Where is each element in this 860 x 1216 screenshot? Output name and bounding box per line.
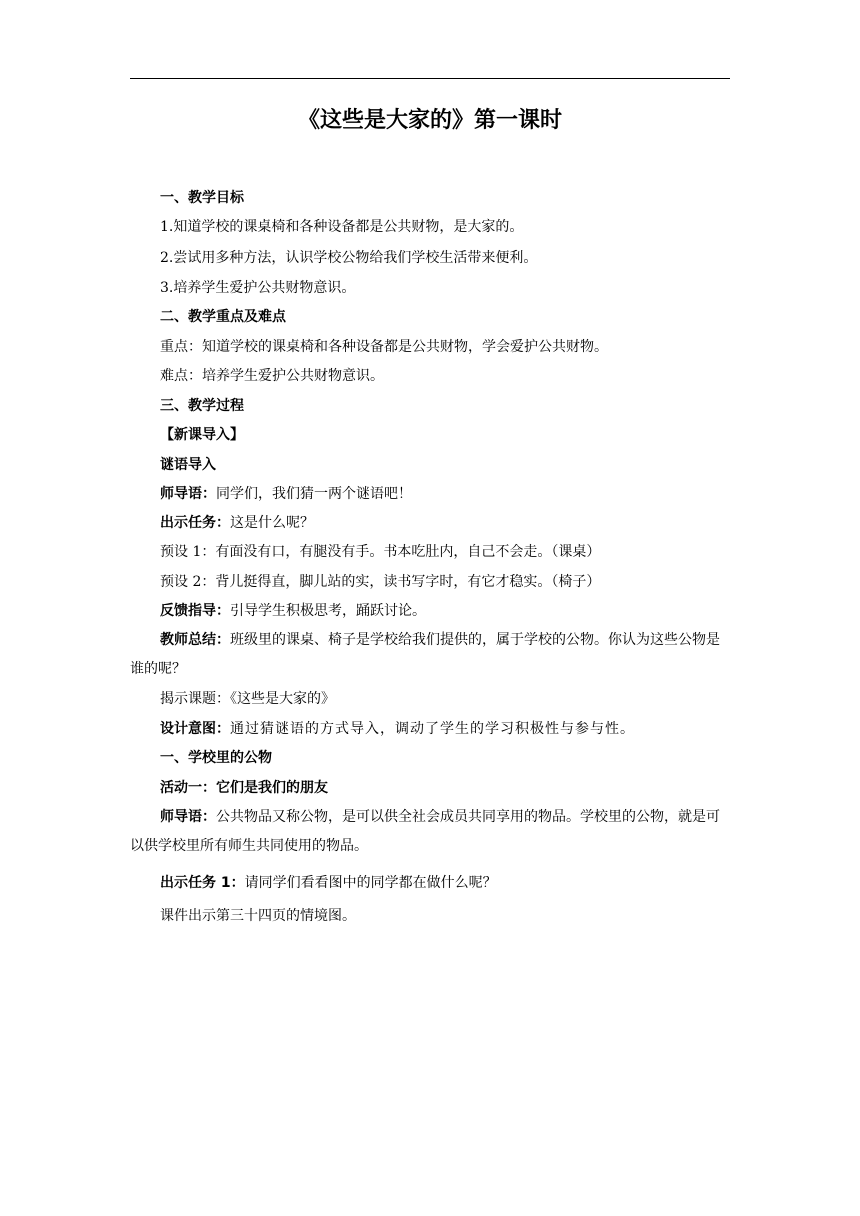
key-point-text: 重点：知道学校的课桌椅和各种设备都是公共财物，学会爱护公共财物。 [160, 339, 608, 355]
riddle-heading: 谜语导入 [160, 457, 216, 473]
task-text: 这是什么呢？ [230, 515, 314, 531]
section-heading-goals: 一、教学目标 [160, 190, 244, 206]
reveal-topic-line: 揭示课题：《这些是大家的》 [160, 691, 335, 707]
preset-2-text: 背儿挺得直，脚儿站的实，读书写字时，有它才稳实。（椅子） [215, 574, 601, 590]
design-intent-label: 设计意图： [160, 721, 230, 737]
feedback-text: 引导学生积极思考，踊跃讨论。 [230, 603, 426, 619]
difficult-point-text: 难点：培养学生爱护公共财物意识。 [160, 368, 384, 384]
goal-item-1: 1.知道学校的课桌椅和各种设备都是公共财物，是大家的。 [160, 219, 524, 235]
design-intent-text: 通过猜谜语的方式导入，调动了学生的学习积极性与参与性。 [230, 721, 635, 737]
preset-1-text: 有面没有口，有腿没有手。书本吃肚内，自己不会走。（课桌） [215, 544, 601, 560]
preset-1-label: 预设 1： [160, 544, 216, 560]
preset-2-line [160, 572, 600, 592]
preset-2-label: 预设 2： [160, 574, 216, 590]
teacher-guide-label: 师导语： [160, 809, 216, 825]
teacher-intro-line [160, 484, 412, 504]
teacher-guide-text: 公共物品又称公物，是可以供全社会成员共同享用的物品。学校里的公物，就是可以供学校里所有师生共同使用的物品。 [130, 809, 720, 854]
task-label: 出示任务： [160, 515, 230, 531]
section-heading-key-points: 二、教学重点及难点 [160, 309, 286, 325]
teacher-intro-label: 师导语： [160, 486, 216, 502]
preset-1-line [160, 542, 600, 562]
document-title: 《这些是大家的》第一课时 [297, 108, 562, 133]
teacher-intro-text: 同学们，我们猜一两个谜语吧！ [216, 486, 412, 502]
design-intent-line [160, 719, 635, 739]
teacher-summary-paragraph [130, 626, 730, 684]
task-1-line [160, 873, 497, 893]
goal-item-2: 2.尝试用多种方法，认识学校公物给我们学校生活带来便利。 [160, 250, 538, 266]
part-1-heading: 一、学校里的公物 [160, 750, 272, 766]
feedback-label: 反馈指导： [160, 603, 230, 619]
new-lesson-heading: 【新课导入】 [160, 427, 244, 443]
header-rule [130, 78, 730, 79]
activity-1-heading: 活动一：它们是我们的朋友 [160, 780, 328, 796]
task-line [160, 513, 314, 533]
task-1-text: 请同学们看看图中的同学都在做什么呢？ [244, 875, 497, 891]
feedback-line [160, 601, 426, 621]
section-heading-process: 三、教学过程 [160, 398, 244, 414]
goal-item-3: 3.培养学生爱护公共财物意识。 [160, 280, 356, 296]
task-1-label: 出示任务 1： [160, 875, 245, 891]
courseware-line: 课件出示第三十四页的情境图。 [160, 908, 356, 924]
teacher-summary-label: 教师总结： [160, 632, 230, 648]
teacher-summary-text: 班级里的课桌、椅子是学校给我们提供的，属于学校的公物。你认为这些公物是谁的呢？ [130, 632, 720, 677]
teacher-guide-paragraph [130, 803, 730, 861]
